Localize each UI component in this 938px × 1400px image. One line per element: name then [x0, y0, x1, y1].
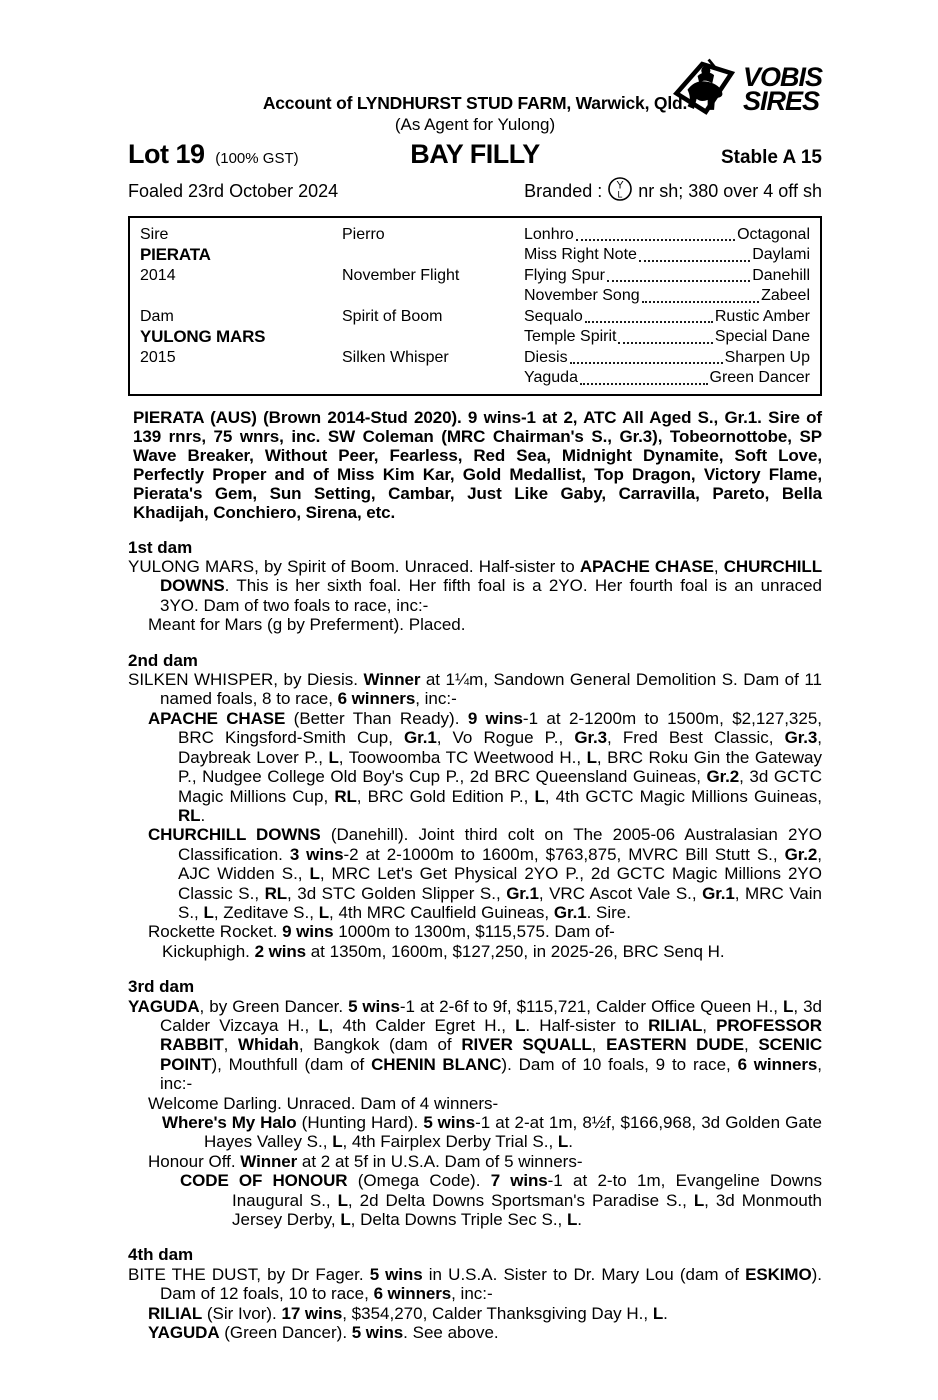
- vobis-sires-logo: [671, 58, 822, 120]
- pedigree-gen1-cell: YULONG MARS: [140, 327, 266, 347]
- bold-text: RL: [264, 883, 288, 903]
- bold-text: 7 wins: [490, 1171, 548, 1191]
- plain-text: -1 at 2-at 1m, 8½f, $166,968, 3d Golden Gate Hayes Valley S.,: [204, 1113, 822, 1152]
- pedigree-paragraph: [128, 1171, 822, 1229]
- section-heading: 2nd dam: [128, 650, 198, 670]
- brand-mark-icon: [607, 176, 633, 206]
- bold-text: SCENIC POINT: [160, 1035, 822, 1074]
- plain-text: -1 at 2-6f to 9f, $115,721, Calder Office Queen H.,: [399, 996, 784, 1016]
- plain-text: at 1350m, 1600m, $127,250, in 2025-26, BRC Senq H.: [306, 941, 725, 961]
- plain-text: (Omega Code).: [347, 1171, 491, 1191]
- plain-text: . Sire.: [586, 902, 631, 922]
- leader-dots: [607, 266, 750, 283]
- pedigree-gen3-cell: [524, 225, 810, 246]
- plain-text: , by Green Dancer.: [199, 996, 349, 1016]
- ancestor-name: Miss Right Note: [524, 246, 637, 264]
- plain-text: , Zeditave S.,: [213, 902, 319, 922]
- plain-text: , $354,270, Calder Thanksgiving Day H.,: [342, 1303, 653, 1323]
- bold-text: APACHE CHASE: [148, 708, 286, 728]
- pedigree-gen1-cell: PIERATA: [140, 245, 211, 265]
- bold-text: CHENIN BLANC: [371, 1054, 502, 1074]
- bold-text: L: [586, 747, 597, 767]
- plain-text: , 4th MRC Caulfield Guineas,: [329, 902, 554, 922]
- plain-text: (Sir Ivor).: [202, 1303, 282, 1323]
- bold-text: 6 winners: [337, 689, 416, 709]
- pedigree-paragraph: [128, 709, 822, 825]
- sire-summary: [128, 408, 822, 522]
- bold-text: Gr.3: [574, 728, 608, 748]
- bold-text: RIVER SQUALL: [461, 1035, 592, 1055]
- pedigree-paragraph: [128, 922, 822, 941]
- logo-line1: VOBIS: [742, 62, 822, 93]
- pedigree-paragraph: [128, 615, 822, 634]
- gst-note: (100% GST): [215, 149, 299, 167]
- ancestor-sire: Octagonal: [737, 225, 810, 243]
- plain-text: 1000m to 1300m, $115,575. Dam of-: [333, 922, 615, 942]
- ancestor-name: Yaguda: [524, 369, 578, 387]
- lot-number: Lot 19: [128, 138, 205, 169]
- leader-dots: [570, 348, 723, 365]
- plain-text: .: [663, 1303, 668, 1323]
- pedigree-gen1-cell: 2014: [140, 266, 176, 284]
- bold-text: YAGUDA: [148, 1323, 220, 1343]
- ancestor-sire: Daylami: [752, 246, 810, 264]
- bold-text: 5 wins: [423, 1113, 476, 1132]
- bold-text: L: [309, 864, 320, 884]
- plain-text: .: [200, 805, 206, 825]
- bold-text: L: [693, 1190, 705, 1210]
- logo-line2: SIRES: [742, 86, 819, 117]
- bold-text: 5 wins: [369, 1264, 423, 1284]
- plain-text: , BRC Roku Gin the Gateway P., Nudgee College Old Boy's Cup P., 2d BRC Queensland Guineas,: [178, 747, 822, 787]
- plain-text: , MRC Let's Get Physical 2YO P., 2d GCTC Magic Millions 2YO Classic S.,: [178, 864, 822, 903]
- bold-text: 2 wins: [254, 941, 306, 961]
- pedigree-gen3-cell: [524, 368, 810, 389]
- bold-text: L: [318, 902, 329, 922]
- bold-text: EASTERN DUDE: [606, 1035, 744, 1055]
- section-heading: 4th dam: [128, 1245, 194, 1265]
- pedigree-paragraph: [128, 670, 822, 709]
- plain-text: , 4th Fairplex Derby Trial S.,: [342, 1132, 558, 1152]
- pedigree-paragraph: [128, 1265, 822, 1304]
- bold-text: Winner: [363, 670, 421, 690]
- pedigree-gen1-cell: 2015: [140, 348, 176, 366]
- horse-jockey-icon: [671, 58, 737, 120]
- ancestor-sire: Sharpen Up: [724, 348, 810, 366]
- dam-section: [128, 538, 822, 635]
- bold-text: PIERATA (AUS) (Brown 2014-Stud 2020). 9 wins-1 at 2, ATC All Aged S., Gr.1. Sire of 139 rnrs, 75 wnrs, inc. SW Coleman (MRC Chairman's S., Gr.3), Tobeornottobe, SP Wave Breaker, Without Peer, Fearless, Red Sea, Midnight Dynamite, Soft Love, Perfectly Proper and of Miss Kim Kar, Gold Medallist, Top Dragon, Victory Flame, Pierata's Gem, Sun Setting, Cambar, Just Like Gaby, Carravilla, Pareto, Bella Khadijah, Conchiero, Sirena, etc.: [133, 407, 822, 522]
- pedigree-gen3-cell: [524, 327, 810, 348]
- pedigree-gen1-cell: Sire: [140, 225, 169, 243]
- plain-text: , Vo Rogue P.,: [436, 728, 575, 748]
- plain-text: , Delta Downs Triple Sec S.,: [350, 1210, 567, 1230]
- ancestor-sire: Special Dane: [714, 328, 810, 346]
- leader-dots: [585, 307, 713, 324]
- bold-text: Where's My Halo: [162, 1113, 297, 1132]
- ancestor-sire: Zabeel: [761, 287, 810, 305]
- bold-text: L: [337, 1190, 348, 1210]
- bold-text: L: [332, 1132, 343, 1152]
- account-line: Account of LYNDHURST STUD FARM, Warwick, Qld.: [262, 93, 688, 113]
- bold-text: 6 winners: [373, 1284, 452, 1304]
- plain-text: ,: [743, 1035, 759, 1055]
- leader-dots: [642, 286, 759, 303]
- plain-text: ), Mouthfull (dam of: [211, 1054, 372, 1074]
- plain-text: -1 at 2-1200m to 1500m, $2,127,325, BRC Kingsford-Smith Cup,: [178, 708, 822, 748]
- plain-text: , Toowoomba TC Weetwood H.,: [338, 747, 587, 767]
- pedigree-gen3-cell: [524, 266, 810, 287]
- ancestor-name: Lonhro: [524, 225, 574, 243]
- foaled-row: [128, 176, 822, 206]
- pedigree-paragraph: [128, 997, 822, 1094]
- plain-text: ,: [713, 557, 724, 577]
- plain-text: at 1¼m, Sandown General Demolition S. Dam of 11 named foals, 8 to race,: [160, 670, 822, 709]
- bold-text: RILIAL: [148, 1303, 203, 1323]
- plain-text: , 4th GCTC Magic Millions Guineas,: [544, 786, 822, 806]
- pedigree-gen1-cell: Dam: [140, 307, 174, 325]
- plain-text: . See above.: [403, 1323, 499, 1343]
- plain-text: ). Dam of 12 foals, 10 to race,: [160, 1264, 822, 1304]
- pedigree-paragraph: [128, 1094, 822, 1113]
- pedigree-paragraph: [128, 1113, 822, 1152]
- plain-text: -1 at 2-to 1m, Evangeline Downs Inaugural S.,: [232, 1171, 823, 1210]
- plain-text: Meant for Mars (g by Preferment). Placed.: [148, 615, 466, 635]
- ancestor-sire: Rustic Amber: [714, 307, 810, 325]
- bold-text: 17 wins: [281, 1303, 343, 1323]
- bold-text: Gr.1: [404, 728, 437, 748]
- plain-text: at 2 at 5f in U.S.A. Dam of 5 winners-: [297, 1151, 583, 1171]
- plain-text: Rockette Rocket.: [148, 922, 283, 942]
- pedigree-gen2-cell: November Flight: [342, 266, 460, 284]
- plain-text: ). Dam of 10 foals, 9 to race,: [501, 1054, 738, 1074]
- pedigree-gen2-cell: Silken Whisper: [342, 348, 449, 366]
- bold-text: L: [783, 996, 794, 1016]
- bold-text: 9 wins: [467, 708, 523, 728]
- bold-text: L: [515, 1015, 526, 1035]
- plain-text: , 3d STC Golden Slipper S.,: [287, 883, 507, 903]
- plain-text: -2 at 2-1000m to 1600m, $763,875, MVRC Bill Stutt S.,: [343, 844, 785, 864]
- svg-text:L: L: [617, 189, 623, 200]
- plain-text: , 3d Calder Vizcaya H.,: [160, 996, 823, 1035]
- plain-text: (Hunting Hard).: [296, 1113, 424, 1132]
- pedigree-gen3-cell: [524, 245, 810, 266]
- agent-line: (As Agent for Yulong): [394, 115, 556, 135]
- plain-text: , 4th Calder Egret H.,: [328, 1015, 516, 1035]
- plain-text: YULONG MARS, by Spirit of Boom. Unraced. Half-sister to: [128, 557, 580, 577]
- bold-text: Gr.2: [706, 767, 740, 787]
- bold-text: 5 wins: [351, 1323, 404, 1343]
- bold-text: YAGUDA: [128, 996, 200, 1016]
- bold-text: 3 wins: [289, 844, 344, 864]
- ancestor-name: Sequalo: [524, 307, 583, 325]
- plain-text: .: [568, 1132, 573, 1152]
- plain-text: , 2d Delta Downs Sportsman's Paradise S.,: [347, 1190, 694, 1210]
- logo-text: [742, 62, 822, 117]
- plain-text: ,: [591, 1035, 607, 1055]
- plain-text: SILKEN WHISPER, by Diesis.: [128, 670, 364, 690]
- plain-text: , Daybreak Lover P.,: [178, 728, 822, 767]
- bold-text: L: [203, 902, 214, 922]
- bold-text: 6 winners: [737, 1054, 818, 1074]
- pedigree-paragraph: [128, 942, 822, 961]
- plain-text: . This is her sixth foal. Her fifth foal is a 2YO. Her fourth foal is an unraced 3YO. Dam of two foals to race, inc:-: [160, 576, 822, 615]
- bold-text: Gr.1: [702, 883, 735, 903]
- stable-number: Stable A 15: [720, 146, 822, 168]
- bold-text: Gr.2: [784, 844, 818, 864]
- bold-text: CODE OF HONOUR: [180, 1171, 348, 1191]
- bold-text: Winner: [240, 1151, 298, 1171]
- pedigree-gen3-cell: [524, 286, 810, 307]
- bold-text: Gr.1: [506, 883, 539, 903]
- bold-text: 9 wins: [282, 922, 334, 942]
- plain-text: , AJC Widden S.,: [178, 844, 822, 884]
- bold-text: L: [534, 786, 545, 806]
- pedigree-paragraph: [128, 1323, 822, 1342]
- plain-text: (Green Dancer).: [219, 1323, 352, 1343]
- pedigree-paragraph: [128, 825, 822, 922]
- plain-text: ,: [223, 1035, 239, 1055]
- plain-text: in U.S.A. Sister to Dr. Mary Lou (dam of: [422, 1264, 746, 1284]
- plain-text: .: [577, 1210, 583, 1230]
- pedigree-paragraph: [128, 1152, 822, 1171]
- svg-text:Y: Y: [616, 179, 624, 192]
- plain-text: , Bangkok (dam of: [298, 1035, 462, 1055]
- leader-dots: [576, 225, 735, 242]
- bold-text: L: [340, 1210, 351, 1230]
- bold-text: APACHE CHASE: [579, 557, 714, 577]
- bold-text: L: [652, 1303, 664, 1323]
- leader-dots: [580, 368, 708, 385]
- bold-text: L: [328, 747, 339, 767]
- pedigree-table: [128, 216, 822, 396]
- dam-section: [128, 977, 822, 1229]
- bold-text: RL: [334, 786, 357, 806]
- pedigree-paragraph: [128, 1304, 822, 1323]
- plain-text: Welcome Darling. Unraced. Dam of 4 winners-: [148, 1093, 499, 1113]
- bold-text: RL: [178, 805, 201, 825]
- plain-text: (Better Than Ready).: [285, 708, 468, 728]
- ancestor-sire: Green Dancer: [709, 369, 810, 387]
- plain-text: (Danehill). Joint third colt on The 2005-06 Australasian 2YO Classification.: [178, 825, 823, 864]
- dam-sections: [128, 538, 822, 1343]
- ancestor-name: Diesis: [524, 348, 568, 366]
- plain-text: , Fred Best Classic,: [607, 728, 785, 748]
- plain-text: Kickuphigh.: [162, 941, 255, 961]
- pedigree-gen3-cell: [524, 348, 810, 369]
- bold-text: L: [567, 1210, 578, 1230]
- plain-text: , inc:-: [160, 1054, 822, 1094]
- pedigree-gen3-cell: [524, 307, 810, 328]
- bold-text: 5 wins: [348, 996, 400, 1016]
- brand-description: nr sh; 380 over 4 off sh: [638, 180, 822, 201]
- bold-text: CHURCHILL DOWNS: [148, 825, 321, 845]
- plain-text: , VRC Ascot Vale S.,: [538, 883, 703, 903]
- dam-section: [128, 1245, 822, 1342]
- plain-text: Honour Off.: [148, 1151, 241, 1171]
- ancestor-sire: Danehill: [752, 266, 810, 284]
- ancestor-name: Temple Spirit: [524, 328, 617, 346]
- plain-text: , 3d GCTC Magic Millions Cup,: [178, 767, 822, 806]
- bold-text: RILIAL: [648, 1015, 703, 1035]
- pedigree-gen2-cell: Spirit of Boom: [342, 307, 443, 325]
- branded-group: [524, 176, 822, 206]
- plain-text: , MRC Vain S.,: [178, 883, 822, 922]
- ancestor-name: November Song: [524, 287, 640, 305]
- plain-text: , inc:-: [415, 689, 457, 709]
- bold-text: ESKIMO: [745, 1264, 812, 1284]
- bold-text: PROFESSOR RABBIT: [160, 1015, 822, 1055]
- bold-text: Whidah: [238, 1035, 299, 1055]
- plain-text: BITE THE DUST, by Dr Fager.: [128, 1264, 370, 1284]
- bold-text: L: [318, 1015, 329, 1035]
- bold-text: L: [557, 1132, 569, 1152]
- pedigree-paragraph: [128, 557, 822, 615]
- lot-row: [128, 138, 822, 169]
- plain-text: , BRC Gold Edition P.,: [356, 786, 535, 806]
- dam-section: [128, 651, 822, 962]
- plain-text: , 3d Monmouth Jersey Derby,: [232, 1190, 823, 1230]
- plain-text: . Half-sister to: [525, 1015, 649, 1035]
- ancestor-name: Flying Spur: [524, 266, 605, 284]
- foaled-date: Foaled 23rd October 2024: [128, 180, 339, 201]
- section-heading: 1st dam: [128, 537, 193, 557]
- bold-text: CHURCHILL DOWNS: [160, 557, 823, 596]
- plain-text: ,: [702, 1015, 717, 1035]
- leader-dots: [639, 245, 750, 262]
- horse-title: BAY FILLY: [410, 138, 540, 169]
- leader-dots: [618, 327, 712, 344]
- branded-label: Branded :: [524, 180, 603, 201]
- pedigree-gen2-cell: Pierro: [342, 225, 385, 243]
- plain-text: , inc:-: [451, 1284, 493, 1304]
- bold-text: Gr.3: [784, 728, 818, 748]
- section-heading: 3rd dam: [128, 977, 195, 997]
- bold-text: Gr.1: [553, 902, 587, 922]
